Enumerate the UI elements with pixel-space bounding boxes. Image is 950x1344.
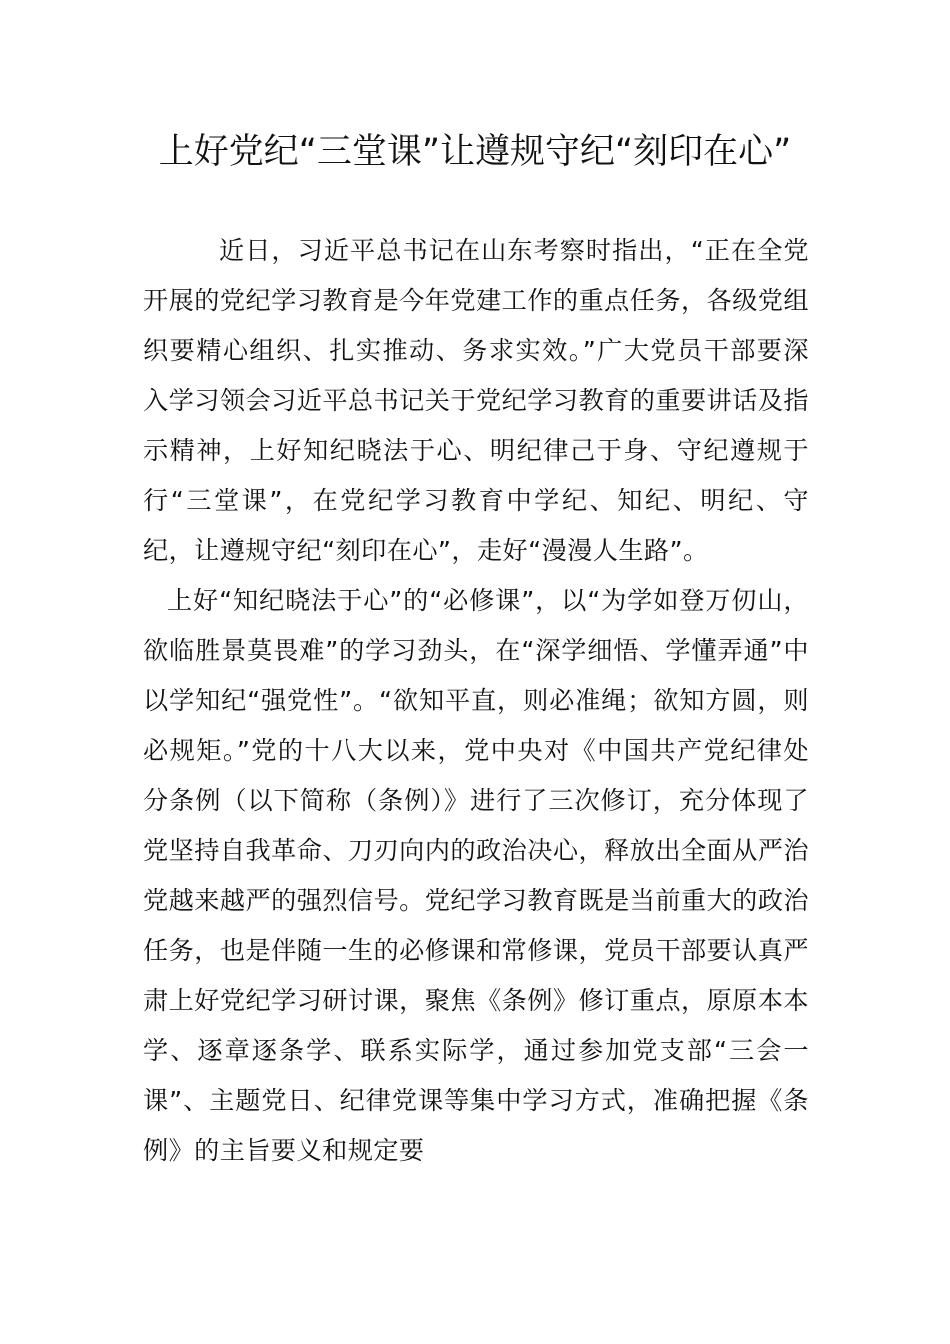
paragraph-intro: 近日，习近平总书记在山东考察时指出，“正在全党开展的党纪学习教育是今年党建工作的重点任务，各级党组织要精心组织、扎实推动、务求实效。”广大党员干部要深入学习领会习近平总书记关于党纪学习教育的重要讲话及指示精神，上好知纪晓法于心、明纪律己于身、守纪遵规于行“三堂课”，在党纪学习教育中学纪、知纪、明纪、守纪，让遵规守纪“刻印在心”，走好“漫漫人生路”。 xyxy=(143,236,809,565)
paragraph-required-course: 上好“知纪晓法于心”的“必修课”，以“为学如登万仞山，欲临胜景莫畏难”的学习劲头，在“深学细悟、学懂弄通”中以学知纪“强党性”。“欲知平直，则必准绳；欲知方圆，则必规矩。”党的十八大以来，党中央对《中国共产党纪律处分条例（以下简称（条例）》进行了三次修订，充分体现了党坚持自我革命、刀刃向内的政治决心，释放出全面从严治党越来越严的强烈信号。党纪学习教育既是当前重大的政治任务，也是伴随一生的必修课和常修课，党员干部要认真严肃上好党纪学习研讨课，聚焦《条例》修订重点，原原本本学、逐章逐条学、联系实际学，通过参加党支部“三会一课”、主题党日、纪律党课等集中学习方式，准确把握《条例》的主旨要义和规定要 xyxy=(143,586,809,1165)
document-body xyxy=(143,226,809,1176)
document-title: 上好党纪“三堂课”让遵规守纪“刻印在心” xyxy=(158,132,792,172)
